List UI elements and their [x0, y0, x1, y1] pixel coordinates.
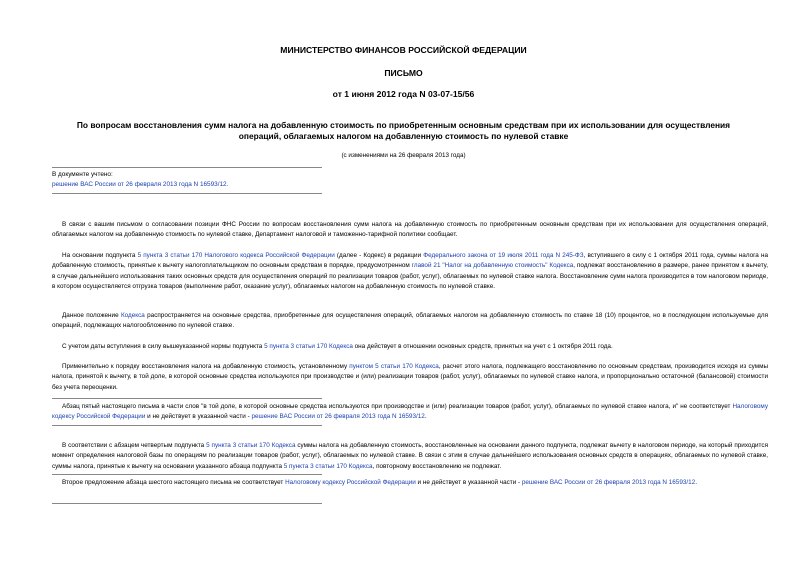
tax-code-ref-link[interactable]: Налоговому кодексу Российской Федерации: [52, 403, 768, 421]
federal-law-link[interactable]: Федерального закона от 19 июля 2011 года N 245-ФЗ: [423, 252, 584, 259]
note-paragraph-6: Второе предложение абзаца шестого настоящего письма не соответствует Налоговому кодексу Российской Федерации и не действует в указанной части - решение ВАС России от 26 февраля 2013 года N 16593/12.: [62, 479, 697, 486]
note-accounted: [52, 170, 228, 190]
note-label: В документе учтено:: [52, 171, 113, 178]
paragraph-3: Данное положение Кодекса распространяется на основные средства, приобретенные для осуществления операций, облагаемых налогом на добавленную стоимость по ставке 18 (10) процентов, но в последующем используемые для операций, подлежащих налогообложению по нулевой ставке.: [52, 312, 768, 330]
divider: [52, 398, 322, 399]
paragraph-2: На основании подпункта 5 пункта 3 статьи 170 Налогового кодекса Российской Федерации (далее - Кодекс) в редакции Федерального закона от 19 июля 2011 года N 245-ФЗ, вступившего в силу с 1 октября 2011 года, суммы налога на добавленную стоимость, принятые к вычету налогоплательщиком по основным средствам в порядке, предусмотренном главой 21 "Налог на добавленную стоимость" Кодекса, подлежат восстановлению в размере, ранее принятом к вычету, в случае дальнейшего использования таких основных средств для осуществления операций по реализации товаров (работ, услуг), облагаемых по нулевой ставке налога. Восстановление сумм налога производится в том налоговом периоде, в котором осуществляется отгрузка товаров (выполнение работ, оказание услуг), облагаемых налогом на добавленную стоимость по нулевой ставке.: [52, 252, 768, 291]
paragraph-5: Применительно к порядку восстановления налога на добавленную стоимость, установленному пунктом 5 статьи 170 Кодекса, расчет этого налога, подлежащего восстановлению по основным средствам, производится исходя из суммы налога, принятой к вычету, в той доле, в которой основные средства используются при производстве и (или) реализации товаров (работ, услуг), облагаемых по нулевой ставке налога, и пропорционально остаточной (балансовой) стоимости без учета переоценки.: [52, 363, 769, 391]
ministry-heading: МИНИСТЕРСТВО ФИНАНСОВ РОССИЙСКОЙ ФЕДЕРАЦИИ: [280, 45, 527, 55]
divider: [52, 503, 322, 504]
court-decision-link[interactable]: решение ВАС России от 26 февраля 2013 года N 16593/12: [251, 413, 425, 421]
paragraph-1: В связи с вашим письмом о согласовании позиции ФНС России по вопросам восстановления сумм налога на добавленную стоимость по приобретенным основным средствам при их использовании для осуществления операций, облагаемых налогом на добавленную стоимость по нулевой ставке, Департамент налоговой и таможенно-тарифной политики сообщает.: [52, 221, 768, 239]
letter-subject: По вопросам восстановления сумм налога на добавленную стоимость по приобретенным основным средствам при их использовании для осуществления операций, облагаемых налогом на добавленную стоимость по нулевой ставке: [76, 120, 731, 141]
code-link[interactable]: Кодекса: [120, 312, 145, 319]
changes-note: (с изменениями на 26 февраля 2013 года): [341, 152, 466, 159]
code-article-link[interactable]: 5 пункта 3 статьи 170 Кодекса: [206, 442, 296, 449]
divider: [52, 167, 322, 168]
note-paragraph-5: Абзац пятый настоящего письма в части слов "в той доле, в которой основные средства используются при производстве и (или) реализации товаров (работ, услуг), облагаемых по нулевой ставке налога, и" не соответствует Налоговому кодексу Российской Федерации и не действует в указанной части - решение ВАС России от 26 февраля 2013 года N 16593/12.: [52, 403, 768, 421]
tax-code-link[interactable]: 5 пункта 3 статьи 170 Налогового кодекса Российской Федерации: [137, 252, 335, 259]
chapter-21-link[interactable]: главой 21 "Налог на добавленную стоимость" Кодекса: [411, 262, 574, 270]
code-article-link[interactable]: 5 пункта 3 статьи 170 Кодекса: [283, 462, 373, 470]
tax-code-ref-link[interactable]: Налоговому кодексу Российской Федерации: [285, 479, 416, 486]
divider: [52, 474, 322, 475]
divider: [52, 193, 322, 194]
paragraph-6: В соответствии с абзацем четвертым подпункта 5 пункта 3 статьи 170 Кодекса суммы налога на добавленную стоимость, восстановленные на основании данного подпункта, подлежат вычету в налоговом периоде, на который приходится момент определения налоговой базы по операциям по реализации товаров (работ, услуг), облагаемых по нулевой ставке. В связи с этим в случае дальнейшего использования основных средств в операциях, облагаемых по нулевой ставке, суммы налога, принятые к вычету на основании указанного абзаца подпункта 5 пункта 3 статьи 170 Кодекса, повторному восстановлению не подлежат.: [52, 442, 769, 470]
code-article-link[interactable]: 5 пункта 3 статьи 170 Кодекса: [264, 343, 353, 350]
divider: [52, 425, 322, 426]
court-decision-link[interactable]: решение ВАС России от 26 февраля 2013 года N 16593/12: [521, 479, 696, 486]
date-number-heading: от 1 июня 2012 года N 03-07-15/56: [332, 89, 475, 99]
doc-type-heading: ПИСЬМО: [384, 68, 423, 78]
paragraph-4: С учетом даты вступления в силу вышеуказанной нормы подпункта 5 пункта 3 статьи 170 Кодекса она действует в отношении основных средств, принятых на учет с 1 октября 2011 года.: [62, 343, 613, 350]
code-point-link[interactable]: пунктом 5 статьи 170 Кодекса: [349, 363, 439, 370]
court-decision-link[interactable]: решение ВАС России от 26 февраля 2013 года N 16593/12.: [52, 181, 229, 188]
